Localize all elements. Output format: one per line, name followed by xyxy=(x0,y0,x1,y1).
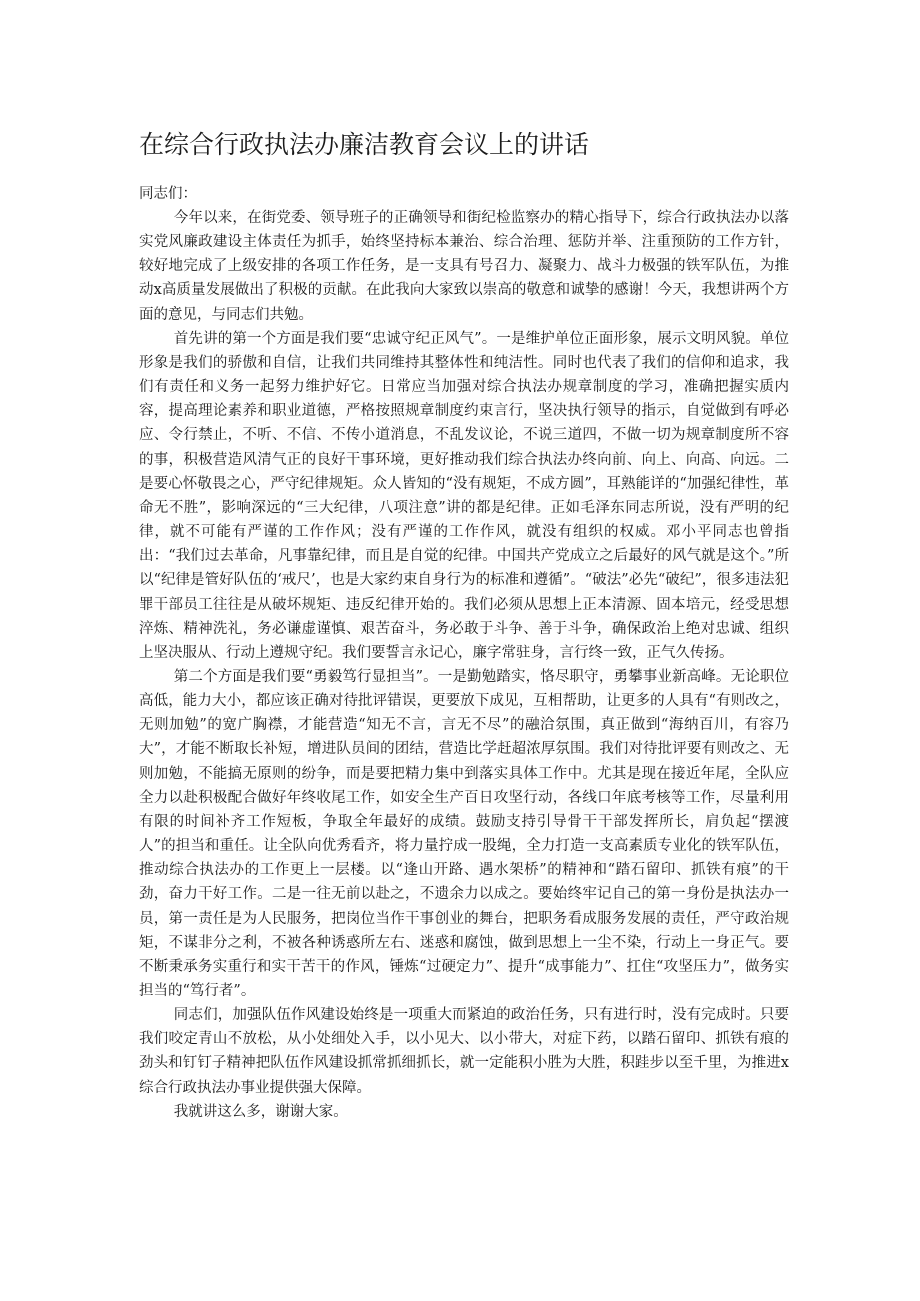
paragraph-conclusion: 同志们，加强队伍作风建设始终是一项重大而紧迫的政治任务，只有进行时，没有完成时。只要我们咬定青山不放松，从小处细处入手，以小见大、以小带大，对症下药，以踏石留印、抓铁有痕的劲头和钉钉子精神把队伍作风建设抓常抓细抓长，就一定能积小胜为大胜，积跬步以至千里，为推进x综合行政执法办事业提供强大保障。 xyxy=(139,1007,789,1096)
speech-body xyxy=(139,206,789,1124)
paragraph-closing: 我就讲这么多，谢谢大家。 xyxy=(173,1103,348,1120)
document-title: 在综合行政执法办廉洁教育会议上的讲话 xyxy=(139,130,590,159)
paragraph-second-aspect: 第二个方面是我们要“勇毅笃行显担当”。一是勤勉踏实，恪尽职守，勇攀事业新高峰。无论职位高低，能力大小，都应该正确对待批评错误，更要放下成见，互相帮助，让更多的人具有“有则改之，无则加勉”的宽广胸襟，才能营造“知无不言，言无不尽”的融洽氛围，真正做到“海纳百川，有容乃大”，才能不断取长补短，增进队员间的团结，营造比学赶超浓厚氛围。我们对待批评要有则改之、无则加勉，不能搞无原则的纷争，而是要把精力集中到落实具体工作中。尤其是现在接近年尾，全队应全力以赴积极配合做好年终收尾工作，如安全生产百日攻坚行动，各线口年底考核等工作，尽量利用有限的时间补齐工作短板，争取全年最好的成绩。鼓励支持引导骨干干部发挥所长，肩负起“摆渡人”的担当和重任。让全队向优秀看齐，将力量拧成一股绳，全力打造一支高素质专业化的铁军队伍，推动综合执法办的工作更上一层楼。以“逢山开路、遇水架桥”的精神和“踏石留印、抓铁有痕”的干劲，奋力干好工作。二是一往无前以赴之，不遗余力以成之。要始终牢记自己的第一身份是执法办一员，第一责任是为人民服务，把岗位当作干事创业的舞台，把职务看成服务发展的责任，严守政治规矩，不谋非分之利，不被各种诱惑所左右、迷惑和腐蚀，做到思想上一尘不染，行动上一身正气。要不断秉承务实重行和实干苦干的作风，锤炼“过硬定力”、提升“成事能力”、扛住“攻坚压力”，做务实担当的“笃行者”。 xyxy=(139,668,789,999)
salutation: 同志们： xyxy=(139,186,197,202)
paragraph-intro: 今年以来，在街党委、领导班子的正确领导和街纪检监察办的精心指导下，综合行政执法办以落实党风廉政建设主体责任为抓手，始终坚持标本兼治、综合治理、惩防并举、注重预防的工作方针，较好地完成了上级安排的各项工作任务，是一支具有号召力、凝聚力、战斗力极强的铁军队伍，为推动x高质量发展做出了积极的贡献。在此我向大家致以崇高的敬意和诚挚的感谢！今天，我想讲两个方面的意见，与同志们共勉。 xyxy=(139,210,789,323)
paragraph-first-aspect: 首先讲的第一个方面是我们要“忠诚守纪正风气”。一是维护单位正面形象，展示文明风貌。单位形象是我们的骄傲和自信，让我们共同维持其整体性和纯洁性。同时也代表了我们的信仰和追求，我们有责任和义务一起努力维护好它。日常应当加强对综合执法办规章制度的学习，准确把握实质内容，提高理论素养和职业道德，严格按照规章制度约束言行，坚决执行领导的指示，自觉做到有呼必应、令行禁止，不听、不信、不传小道消息，不乱发议论，不说三道四，不做一切为规章制度所不容的事，积极营造风清气正的良好干事环境，更好推动我们综合执法办终向前、向上、向高、向远。二是要心怀敬畏之心，严守纪律规矩。众人皆知的“没有规矩，不成方圆”，耳熟能详的“加强纪律性，革命无不胜”，影响深远的“三大纪律，八项注意”讲的都是纪律。正如毛泽东同志所说，没有严明的纪律，就不可能有严谨的工作作风；没有严谨的工作作风，就没有组织的权威。邓小平同志也曾指出：“我们过去革命，凡事靠纪律，而且是自觉的纪律。中国共产党成立之后最好的风气就是这个。”所以“纪律是管好队伍的‘戒尺’，也是大家约束自身行为的标准和遵循”。“破法”必先“破纪”，很多违法犯罪干部员工往往是从破坏规矩、违反纪律开始的。我们必须从思想上正本清源、固本培元，经受思想淬炼、精神洗礼，务必谦虚谨慎、艰苦奋斗，务必敢于斗争、善于斗争，确保政治上绝对忠诚、组织上坚决服从、行动上遵规守纪。我们要誓言永记心，廉字常驻身，言行终一致，正气久传扬。 xyxy=(139,330,789,661)
